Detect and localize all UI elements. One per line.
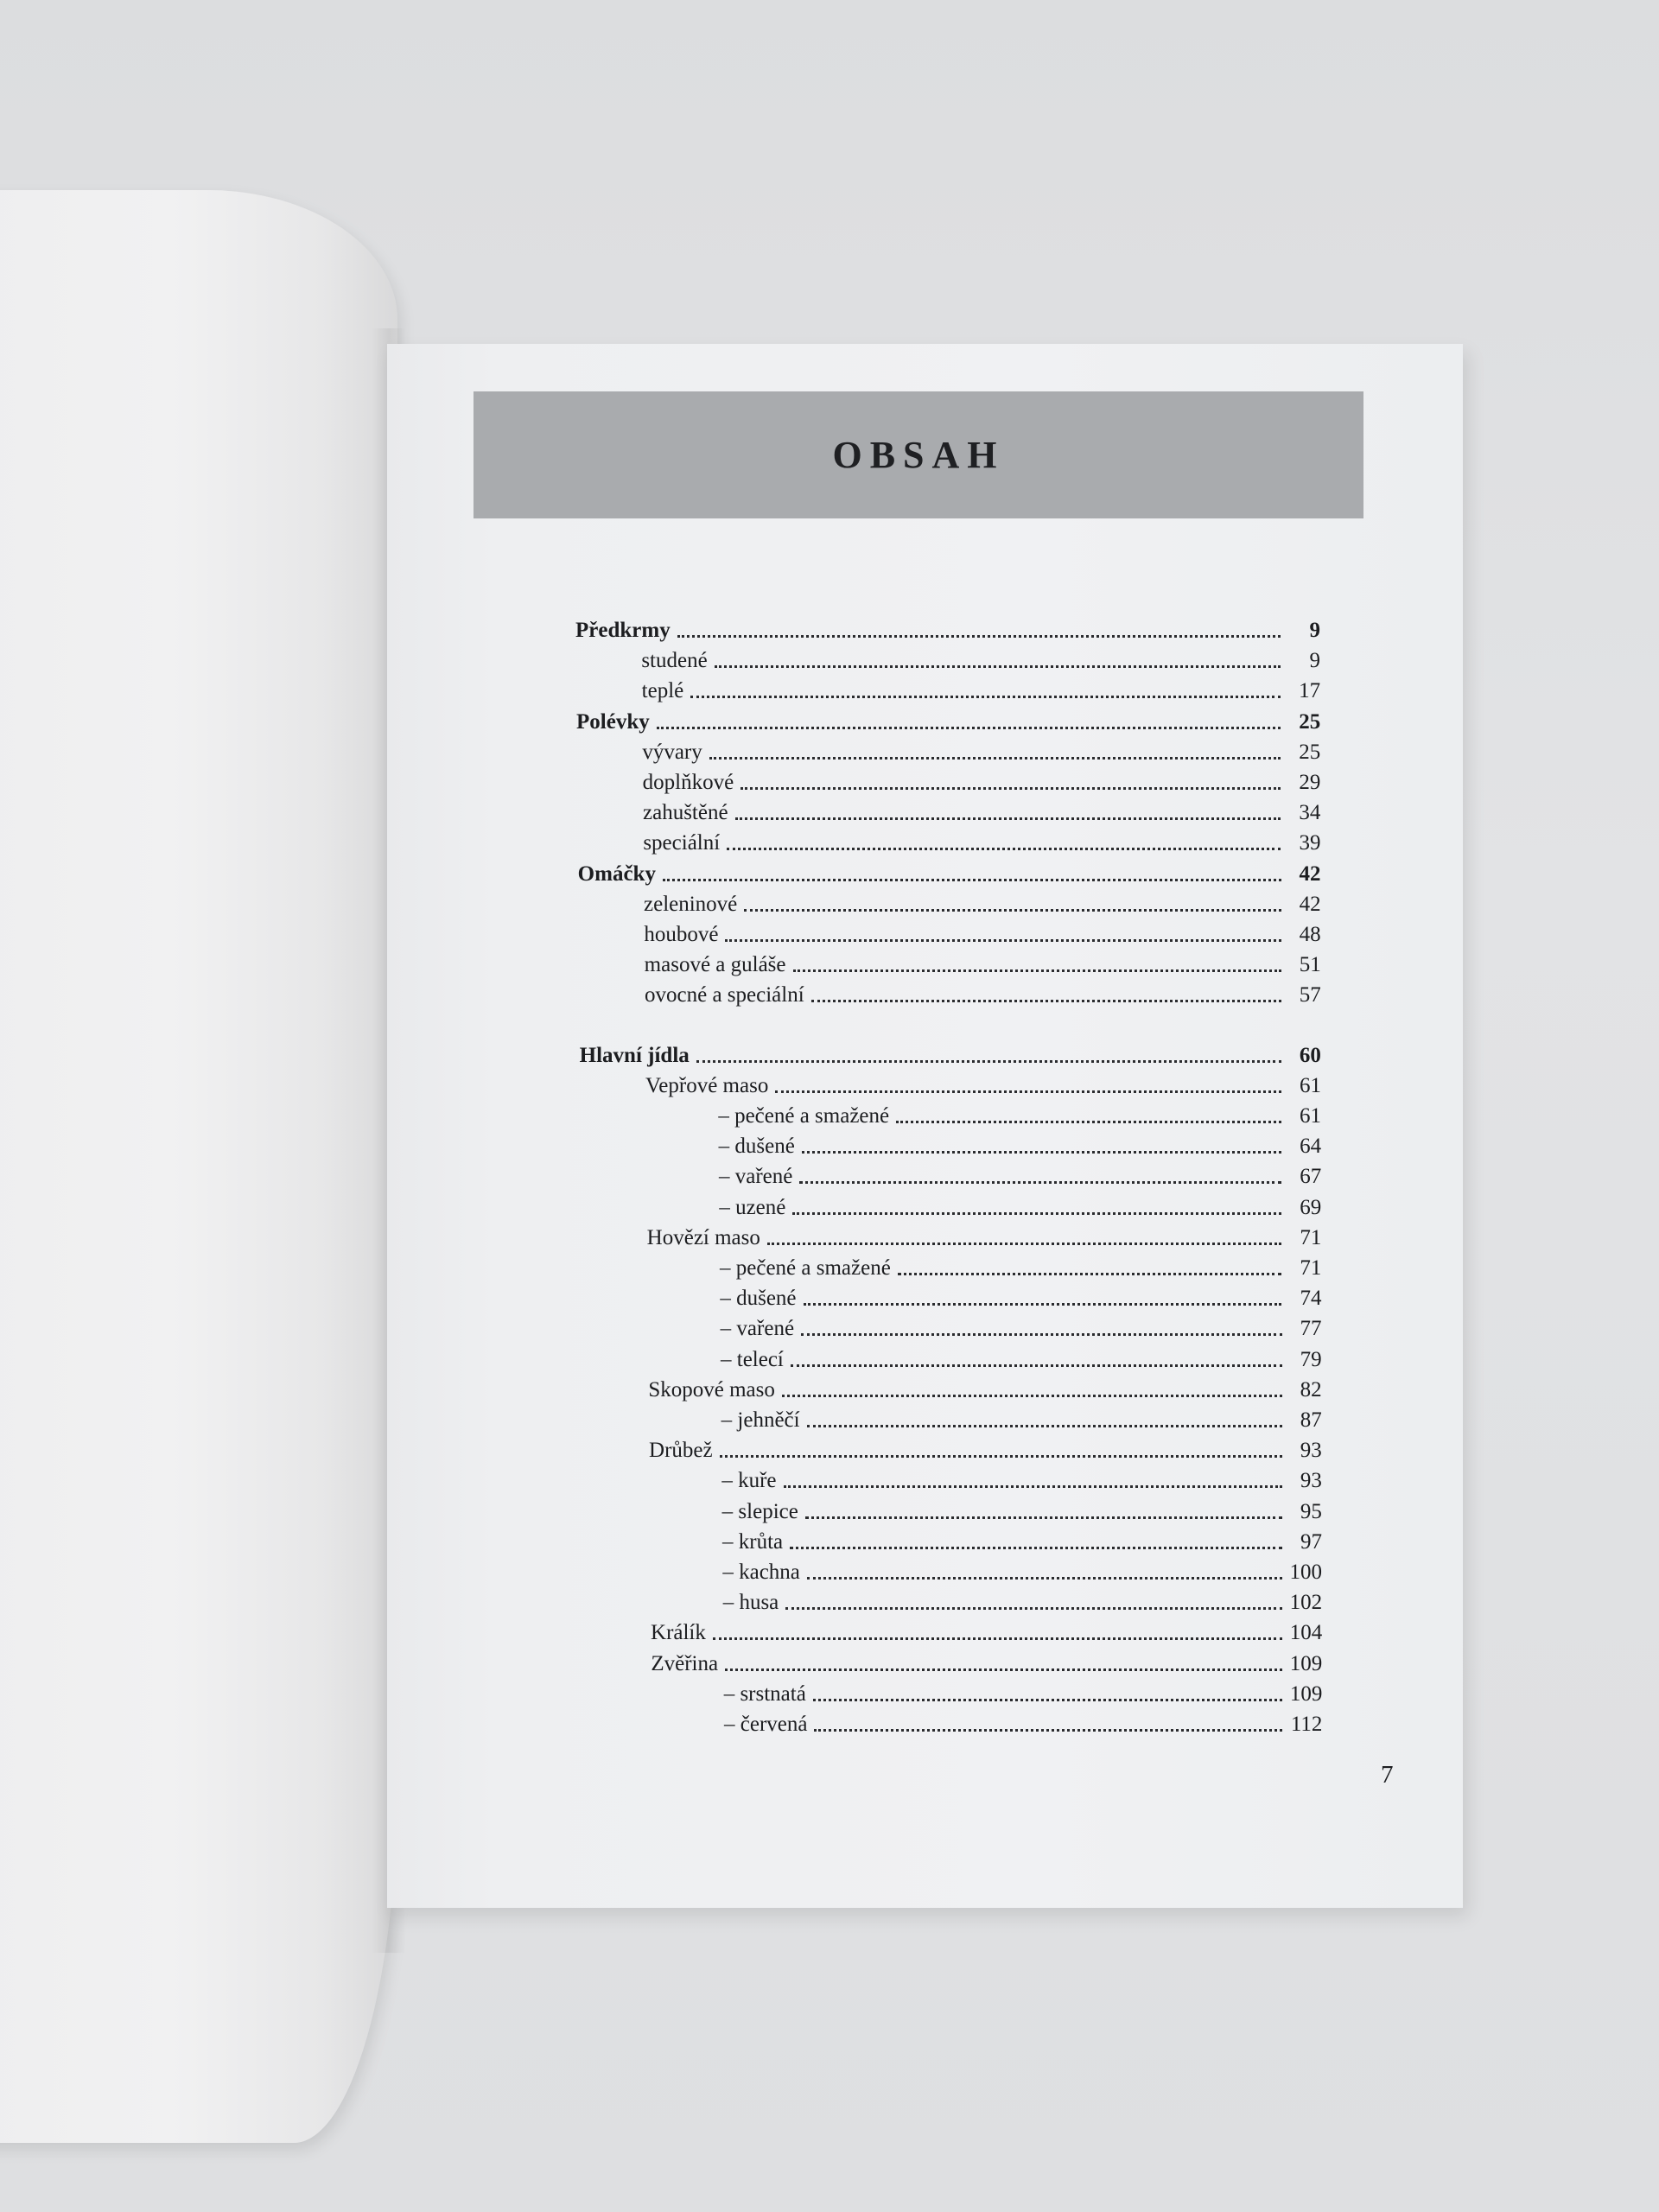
toc-dot-leader [805,1516,1282,1519]
toc-dot-leader [709,756,1281,760]
right-page [387,344,1463,1908]
toc-entry-label: – krůta [722,1529,784,1554]
toc-entry-page: 34 [1299,801,1321,825]
toc-entry-page: 57 [1299,983,1321,1007]
toc-dot-leader [802,1150,1281,1154]
toc-dot-leader [792,1211,1281,1215]
toc-entry-page: 74 [1300,1287,1322,1311]
toc-dot-leader [720,1454,1282,1458]
toc-dot-leader [799,1180,1281,1184]
toc-dot-leader [896,1120,1281,1123]
toc-entry [642,734,1320,763]
toc-entry-page: 64 [1300,1135,1322,1159]
toc-entry [648,1371,1321,1401]
toc-dot-leader [813,1698,1283,1701]
toc-dot-leader [767,1242,1281,1245]
toc-entry [645,976,1321,1006]
toc-entry-label: – červená [724,1713,808,1736]
toc-entry [722,1493,1322,1522]
toc-entry [645,1067,1321,1096]
toc-entry-label: Drůbež [649,1439,713,1463]
toc-entry-page: 109 [1289,1681,1323,1706]
toc-entry-page: 60 [1299,1043,1321,1067]
toc-entry [651,1614,1322,1643]
left-page [0,190,397,2143]
toc-entry [575,612,1320,641]
toc-entry [644,886,1321,915]
toc-entry-label: Vepřové maso [645,1073,769,1097]
toc-entry-label: masové a guláše [644,953,786,977]
toc-entry-page: 9 [1309,619,1320,642]
toc-entry-page: 93 [1300,1469,1322,1493]
toc-entry-label: – dušené [720,1287,797,1311]
toc-entry-label: – vařené [719,1165,793,1189]
toc-entry-label: – kachna [722,1560,800,1584]
toc-entry-label: speciální [643,831,721,855]
toc-dot-leader [657,726,1281,729]
toc-entry-label: Skopové maso [648,1377,775,1402]
toc-entry-label: Předkrmy [575,619,671,642]
toc-entry [643,794,1320,823]
toc-entry-page: 100 [1289,1560,1323,1584]
toc-entry-page: 48 [1299,923,1321,946]
toc-entry [724,1706,1322,1735]
toc-dot-leader [663,878,1281,881]
toc-entry-label: – jehněčí [721,1408,800,1432]
toc-entry-label: – vařené [720,1317,795,1341]
toc-entry-label: teplé [641,679,684,703]
toc-entry-page: 112 [1290,1713,1323,1736]
toc-entry [720,1249,1321,1279]
toc-entry-label: – kuře [721,1469,777,1493]
toc-entry-page: 25 [1299,709,1321,734]
toc-entry-label: zeleninové [644,892,738,916]
toc-dot-leader [744,908,1281,912]
toc-entry [642,672,1320,702]
toc-dot-leader [713,1637,1282,1640]
toc-entry [643,824,1320,854]
toc-entry-page: 97 [1300,1529,1322,1554]
toc-dot-leader [677,634,1281,638]
toc-entry-label: Zvěřina [651,1651,719,1675]
toc-dot-leader [807,1576,1282,1580]
toc-entry-label: Omáčky [577,861,656,886]
toc-entry-page: 61 [1299,1073,1321,1097]
toc-entry-page: 87 [1300,1408,1322,1432]
toc-dot-leader [725,1668,1282,1671]
toc-entry-label: houbové [644,923,719,946]
toc-dot-leader [725,938,1281,942]
toc-entry [576,703,1320,733]
toc-entry-page: 104 [1289,1621,1323,1645]
toc-entry [649,1432,1322,1461]
toc-entry [647,1219,1322,1249]
toc-entry-page: 29 [1299,771,1321,794]
toc-entry-label: studené [641,649,708,673]
toc-entry-label: Hlavní jídla [579,1043,690,1067]
toc-dot-leader [715,664,1281,668]
toc-entry-label: – husa [722,1591,779,1615]
toc-entry-label: doplňkové [642,771,734,794]
toc-entry-page: 9 [1309,649,1321,673]
toc-entry-label: – pečené a smažené [718,1104,890,1128]
toc-entry-page: 93 [1300,1439,1322,1463]
toc-entry-page: 61 [1300,1104,1322,1128]
toc-entry-label: vývary [642,740,702,764]
toc-dot-leader [790,1546,1282,1549]
toc-entry-page: 79 [1300,1347,1322,1371]
toc-entry-label: Králík [651,1621,706,1645]
toc-entry-page: 51 [1299,953,1321,977]
toc-entry [721,1462,1322,1491]
toc-dot-leader [784,1484,1282,1488]
toc-entry [720,1280,1321,1309]
toc-entry-label: – srstnatá [723,1681,806,1706]
toc-entry-page: 69 [1300,1195,1322,1219]
toc-entry [719,1128,1321,1157]
toc-entry-label: – slepice [721,1499,798,1523]
toc-entry-label: zahuštěné [643,801,728,825]
toc-dot-leader [791,1363,1282,1367]
toc-entry-page: 42 [1299,892,1321,916]
toc-dot-leader [741,786,1281,790]
toc-entry-label: ovocné a speciální [645,983,804,1007]
toc-entry [721,1402,1322,1431]
toc-entry [651,1645,1322,1675]
toc-dot-leader [785,1606,1282,1610]
toc-entry [578,855,1321,885]
toc-entry-page: 71 [1300,1225,1322,1249]
toc-entry-page: 42 [1299,861,1321,886]
toc-entry [723,1584,1322,1613]
toc-entry [721,1310,1322,1339]
toc-dot-leader [727,847,1281,850]
toc-entry-label: – uzené [719,1195,786,1219]
toc-dot-leader [782,1394,1282,1397]
toc-dot-leader [811,999,1281,1002]
toc-dot-leader [793,969,1281,972]
toc-entry-label: – dušené [718,1135,795,1159]
toc-entry [722,1554,1322,1583]
toc-entry [645,946,1321,976]
toc-entry-page: 95 [1300,1499,1322,1523]
toc-dot-leader [898,1272,1282,1275]
toc-entry [721,1341,1322,1370]
toc-entry-page: 109 [1289,1651,1323,1675]
toc-entry [718,1097,1321,1127]
table-of-contents [387,344,1463,1908]
toc-entry-page: 77 [1300,1317,1322,1341]
page-title: OBSAH [832,434,1005,476]
page-number: 7 [1381,1761,1394,1789]
toc-entry-label: – telecí [721,1347,784,1371]
toc-entry [643,764,1321,793]
toc-entry [722,1523,1322,1553]
toc-dot-leader [814,1728,1282,1732]
toc-dot-leader [801,1332,1281,1336]
toc-entry-page: 17 [1299,679,1321,703]
toc-entry-page: 67 [1300,1165,1322,1189]
toc-dot-leader [775,1090,1281,1093]
toc-entry [719,1189,1321,1218]
toc-entry [580,1037,1321,1066]
toc-entry-label: Polévky [576,709,650,734]
toc-entry-label: – pečené a smažené [720,1256,891,1280]
toc-dot-leader [807,1424,1282,1427]
toc-dot-leader [696,1059,1281,1063]
toc-entry [644,916,1320,945]
toc-entry [724,1675,1323,1705]
toc-entry-page: 25 [1299,740,1321,764]
toc-entry-page: 39 [1299,831,1321,855]
toc-dot-leader [690,695,1281,698]
toc-entry-page: 71 [1300,1256,1322,1280]
toc-entry-page: 102 [1289,1591,1323,1615]
toc-entry [641,642,1320,671]
toc-dot-leader [804,1302,1282,1306]
toc-entry-label: Hovězí maso [646,1225,760,1249]
toc-entry [719,1158,1321,1187]
toc-dot-leader [735,817,1281,820]
toc-entry-page: 82 [1300,1377,1322,1402]
